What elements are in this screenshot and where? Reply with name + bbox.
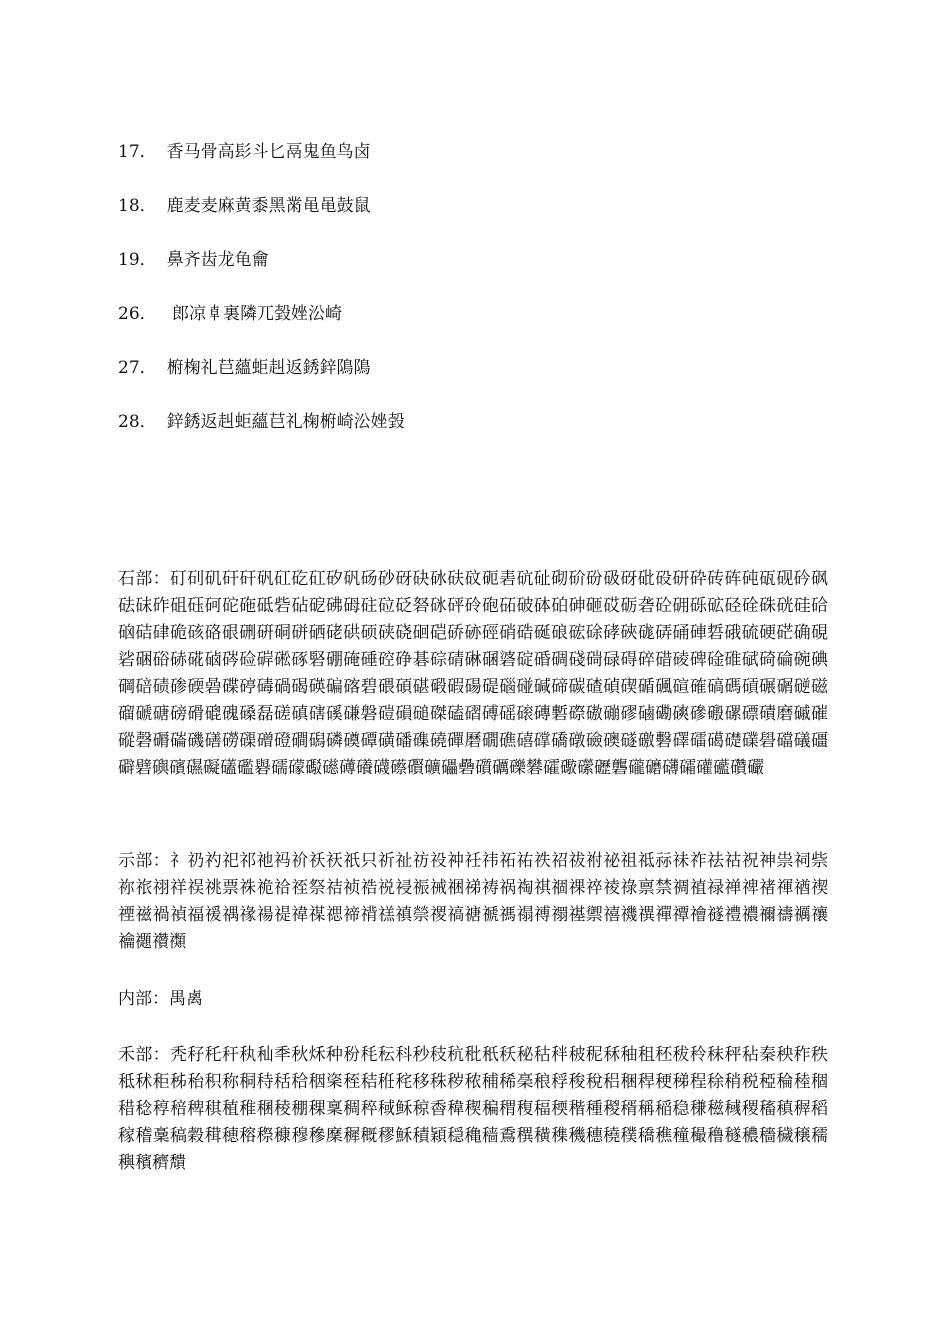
list-text: 郎凉𠦝裏隣兀㲄㛗㳂崎: [166, 304, 343, 324]
section-grain-radical: [118, 1042, 828, 1177]
list-number: 19．: [118, 250, 157, 270]
section-label: 禾部：: [118, 1045, 170, 1065]
section-show-radical: [118, 848, 828, 956]
radical-list-27: [118, 356, 838, 380]
section-track-radical: [118, 986, 828, 1013]
list-text: 鋅銹返赳蚷蘊𦬊礼椈椨崎㳂㛗㲄: [166, 412, 405, 432]
section-label: 石部：: [118, 569, 170, 589]
list-text: 椨椈礼𦬊蘊蚷赳返銹鋅隝隝: [166, 358, 371, 378]
radical-list-26: [118, 302, 838, 326]
section-label: 内部：: [118, 989, 169, 1009]
radical-list-19: [118, 248, 838, 272]
list-number: 26．: [118, 304, 157, 324]
list-number: 17．: [118, 142, 157, 162]
list-text: 鼻齐齿龙龟龠: [166, 250, 269, 270]
section-text: 矴矵矶矸矸矾矼矻矼矽矾砀砂砑砄砅砆砇砈砉砊砋砌砎砏砐砑砒砓研砕砖砗砘砙砚砛砜砝砞砟砠砡砢砣砤砥砦砧砨砩砪砫砬砭砮砯砰砱砲砳破砵砶砷砸砹砺砻砼砽砾砿硁硂硃硄硅硆硇硈硉硊硋硌硍硎硏硐硑硒硓硔硕硖硗硘硙硚硛硜硝硞硟硠硡硢硣硤硥硦硧硨硩硪硫硬硭确硯硰硱硲硳硴硵硶硷硸硹硺硻硼硽硾硿碀碁碂碃碄碅碆碇碈碉碊碋碌碍碎碏碐碑碒碓碔碕碖碗碘碙碚碛碜碝碞碟碠碡碢碣碤碥碦碧碨碩碪碫碬碭碮碯碰碱碲碳碴碵碶碷碸碹確碻碼碽碾碿磀磁磂磃磄磅磆磇磈磉磊磋磌磍磎磏磐磑磒磓磔磕磖磗磘磙磚磛磜磝磞磟磠磡磢磣磤磥磦磧磨磩磪磫磬磭磮磯磰磱磲磳磴磵磶磷磸磹磺磻磼磽磾磿礀礁礂礃礄礅礆礇礈礉礊礋礌礍礎礏礐礑礒礓礔礕礖礗礘礙礚礛礜礝礞礟礠礡礢礣礤礥礦礧礨礩礪礫礬礭礮礯礰礱礲礳礴礵礶礷礸礹: [118, 569, 829, 778]
list-number: 27．: [118, 358, 157, 378]
radical-list-17: [118, 140, 838, 164]
list-text: 鹿麦麦麻黄黍黑黹黾黾鼓鼠: [166, 196, 371, 216]
list-number: 28．: [118, 412, 157, 432]
section-text: 礻礽礿祀祁祂祃祄祅祆祇只祈祉祊祋祌祍祎祏祐祑祒祓祔祕祖祗祘祙祚祛祜祝神祟祠祡祢祣祤祥祦祧票祩祪祫祬祭祮祯祰祱祲祳祴祵祶祷祸祹祺祻祼祽祾祿禀禁禂禃禄禅禆禇禈禉禊禋禌禍禎福禐禑禒禓禔禕禖禗禘禙禚禛禜禝禞禟禠禡禢禣禤禥禦禧禨禩禪禫禬禭禮禯禰禱禲禳禴禵禶禷: [118, 851, 829, 952]
radical-list-18: [118, 194, 838, 218]
section-stone-radical: [118, 566, 828, 782]
radical-list-28: [118, 410, 838, 434]
section-label: 示部：: [118, 851, 170, 871]
section-text: 禺禼: [169, 989, 203, 1009]
section-text: 秃秄秅秆秇秈秊秋秌种秎秏秐科秒秓秔秕秖秗秘秙秚秛秜秝秞租秠秡秢秣秤秥秦秧秨秩秪秫秬秭秮积称秱秲秳秴秵秶秷秸秹秺移秼秽秾秿稀稁稂稃稄稅稆稇稈稉稊程稌稍税稏稐稑稒稓稔稕稖稗稘稙稚稛稜稝稞稟稠稡稢稣稤稥稦稧稨稩稪稫稬稭種稯稰稱稲稳稴稵稶稷稸稹稺稻稼稽稾稿穀穁穂穃穄穅穆穇穈穉穊穋穌積穎穏穐穑穒穓穔穕穖穗穘穙穚穛穜穝穞穟穠穡穢穣穤穥穦穧穨: [118, 1045, 829, 1173]
list-number: 18．: [118, 196, 157, 216]
list-text: 香马骨高髟斗匕鬲鬼鱼鸟卤: [166, 142, 371, 162]
